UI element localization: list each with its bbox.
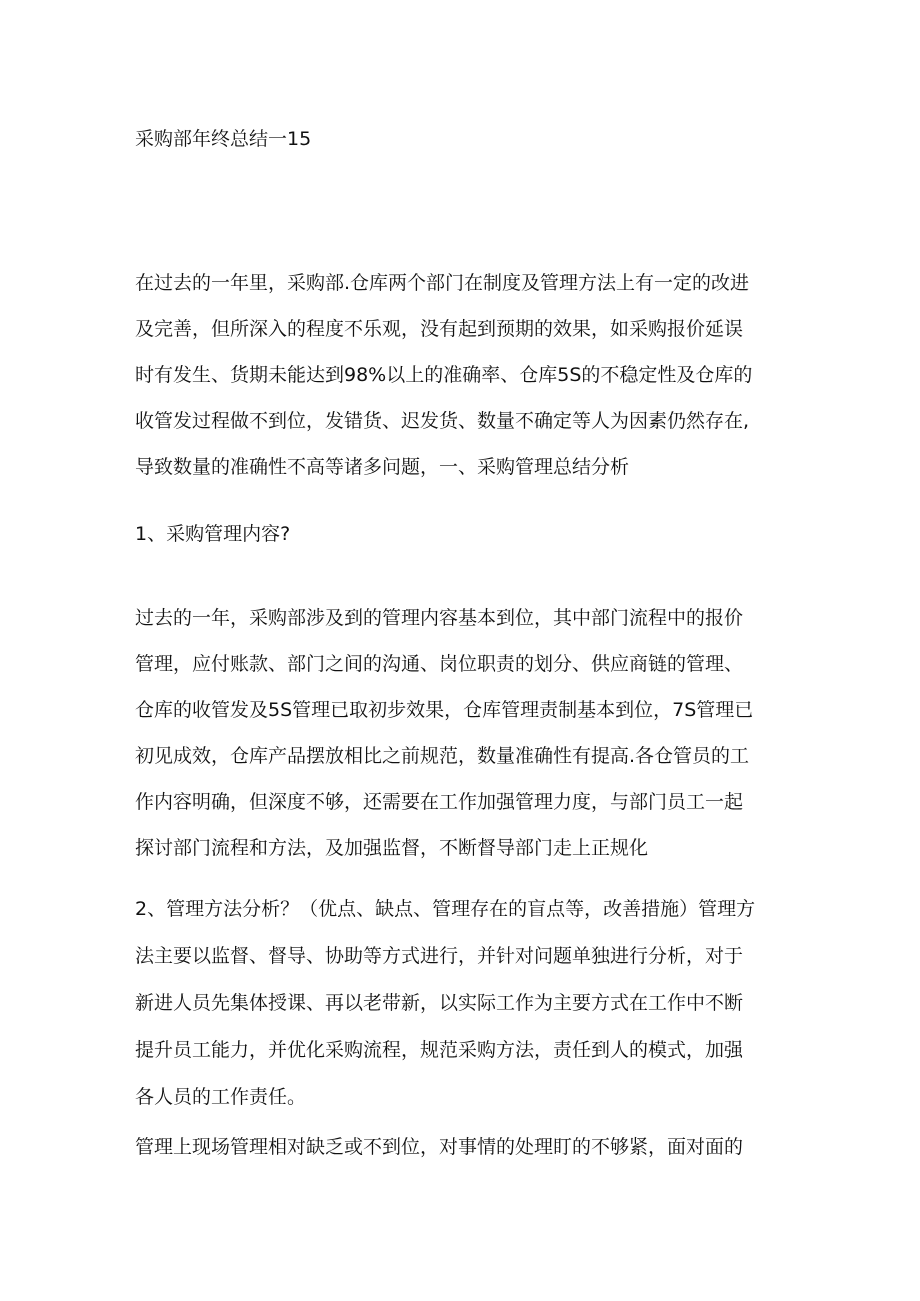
- text-line: 法主要以监督、督导、协助等方式进行，并针对问题单独进行分析，对于: [135, 945, 744, 967]
- text-line: 探讨部门流程和方法，及加强监督，不断督导部门走上正规化: [135, 837, 649, 859]
- paragraph-management-method: [135, 894, 795, 1129]
- section-heading: [135, 519, 795, 549]
- text-line: 导致数量的准确性不高等诸多问题，一、采购管理总结分析: [135, 456, 630, 478]
- text-line: 2、管理方法分析？（优点、缺点、管理存在的盲点等，改善措施）管理方: [135, 898, 756, 920]
- text-line: 管理，应付账款、部门之间的沟通、岗位职责的划分、供应商链的管理、: [135, 653, 744, 675]
- text-line: 时有发生、货期未能达到98%以上的准确率、仓库5S的不稳定性及仓库的: [135, 364, 753, 386]
- text-line: 作内容明确，但深度不够，还需要在工作加强管理力度，与部门员工一起: [135, 791, 744, 813]
- text-line: 仓库的收管发及5S管理已取初步效果，仓库管理责制基本到位，7S管理已: [135, 699, 754, 721]
- document-title: 采购部年终总结一15: [135, 128, 312, 150]
- text-line: 在过去的一年里，采购部.仓库两个部门在制度及管理方法上有一定的改进: [135, 272, 750, 294]
- text-line: 各人员的工作责任。: [135, 1086, 307, 1108]
- paragraph-management-content: [135, 603, 795, 879]
- paragraph-site-management: [135, 1132, 795, 1178]
- text-line: 提升员工能力，并优化采购流程，规范采购方法，责任到人的模式，加强: [135, 1039, 744, 1061]
- heading-text: 1、采购管理内容?: [135, 523, 291, 545]
- text-line: 收管发过程做不到位，发错货、迟发货、数量不确定等人为因素仍然存在,: [135, 410, 750, 432]
- text-line: 及完善，但所深入的程度不乐观，没有起到预期的效果，如采购报价延误: [135, 318, 744, 340]
- paragraph-intro: [135, 268, 795, 498]
- text-line: 过去的一年，采购部涉及到的管理内容基本到位，其中部门流程中的报价: [135, 607, 744, 629]
- text-line: 管理上现场管理相对缺乏或不到位，对事情的处理盯的不够紧，面对面的: [135, 1136, 744, 1158]
- text-line: 初见成效，仓库产品摆放相比之前规范，数量准确性有提高.各仓管员的工: [135, 745, 750, 767]
- text-line: 新进人员先集体授课、再以老带新，以实际工作为主要方式在工作中不断: [135, 992, 744, 1014]
